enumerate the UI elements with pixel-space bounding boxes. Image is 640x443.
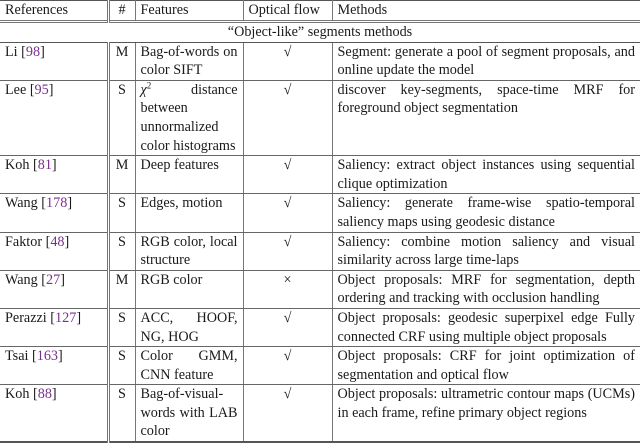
citation-link[interactable]: 95 [34, 81, 49, 98]
table-row [0, 308, 640, 346]
header-row [0, 1, 640, 22]
number-cell: M [108, 270, 135, 308]
reference-cell: Lee [95] [0, 80, 108, 155]
features-cell [135, 80, 243, 155]
superscript: 2 [146, 80, 152, 91]
methods-cell: Saliency: generate frame-wise spatio-temporal saliency maps using geodesic distance [332, 194, 640, 232]
author: Koh [5, 157, 30, 174]
methods-cell: Saliency: combine motion saliency and visual similarity across large time-laps [332, 232, 640, 270]
methods-cell: Object proposals: geodesic superpixel edge Fully connected CRF using multiple object proposals [332, 308, 640, 346]
number-cell: M [108, 156, 135, 194]
author: Wang [5, 271, 38, 288]
author: Li [5, 43, 18, 60]
optical-flow-cell: √ [243, 347, 332, 385]
methods-cell: Saliency: extract object instances using sequential clique optimization [332, 156, 640, 194]
citation-link[interactable]: 88 [37, 386, 52, 403]
table-row [0, 42, 640, 80]
author: Koh [5, 386, 30, 403]
citation-link[interactable]: 163 [36, 348, 58, 365]
author: Perazzi [5, 309, 47, 326]
methods-cell: Object proposals: ultrametric contour maps (UCMs) in each frame, refine primary object regions [332, 385, 640, 442]
reference-cell: Koh [81] [0, 156, 108, 194]
number-cell: M [108, 42, 135, 80]
table-row [0, 270, 640, 308]
optical-flow-cell: √ [243, 385, 332, 442]
citation-link[interactable]: 127 [55, 309, 77, 326]
header-optical-flow: Optical flow [243, 1, 332, 22]
features-cell: Deep features [135, 156, 243, 194]
header-references: References [0, 1, 108, 22]
table-row [0, 347, 640, 385]
reference-cell: Wang [27] [0, 270, 108, 308]
optical-flow-cell: √ [243, 80, 332, 155]
citation-link[interactable]: 98 [25, 43, 41, 60]
section-title: “Object-like” segments methods [0, 22, 640, 43]
features-cell: Bag-of-words on color SIFT [135, 42, 243, 80]
optical-flow-cell: √ [243, 42, 332, 80]
reference-cell: Koh [88] [0, 385, 108, 442]
features-cell: Color GMM, CNN feature [135, 347, 243, 385]
header-number: # [108, 1, 135, 22]
features-cell: RGB color, local structure [135, 232, 243, 270]
citation-link[interactable]: 178 [46, 195, 68, 212]
chi-symbol: χ [140, 81, 147, 98]
reference-cell: Tsai [163] [0, 347, 108, 385]
features-cell: ACC, HOOF, NG, HOG [135, 308, 243, 346]
citation-link[interactable]: 81 [37, 157, 52, 174]
header-methods: Methods [332, 1, 640, 22]
author: Faktor [5, 233, 43, 250]
optical-flow-cell: √ [243, 194, 332, 232]
number-cell: S [108, 385, 135, 442]
table-row [0, 80, 640, 155]
number-cell: S [108, 308, 135, 346]
optical-flow-cell: × [243, 270, 332, 308]
author: Tsai [5, 348, 29, 365]
reference-cell: Wang [178] [0, 194, 108, 232]
section-row [0, 22, 640, 43]
number-cell: S [108, 194, 135, 232]
methods-cell: Segment: generate a pool of segment proposals, and online update the model [332, 42, 640, 80]
methods-cell: discover key-segments, space-time MRF for foreground object segmentation [332, 80, 640, 155]
number-cell: S [108, 347, 135, 385]
reference-cell: Li [98] [0, 42, 108, 80]
author: Wang [5, 195, 38, 212]
table-row [0, 194, 640, 232]
methods-cell: Object proposals: CRF for joint optimization of segmentation and optical flow [332, 347, 640, 385]
citation-link[interactable]: 48 [50, 233, 65, 250]
citation-link[interactable]: 27 [46, 271, 61, 288]
features-cell: Edges, motion [135, 194, 243, 232]
reference-cell: Faktor [48] [0, 232, 108, 270]
table-row [0, 385, 640, 442]
header-features: Features [135, 1, 243, 22]
optical-flow-cell: √ [243, 232, 332, 270]
optical-flow-cell: √ [243, 156, 332, 194]
features-cell: Bag-of-visual-words with LAB color [135, 385, 243, 442]
features-cell: RGB color [135, 270, 243, 308]
author: Lee [5, 81, 27, 98]
reference-cell: Perazzi [127] [0, 308, 108, 346]
table-row [0, 232, 640, 270]
number-cell: S [108, 232, 135, 270]
methods-cell: Object proposals: MRF for segmentation, depth ordering and tracking with occlusion handling [332, 270, 640, 308]
optical-flow-cell: √ [243, 308, 332, 346]
features-text: distance between unnormalized color histograms [140, 81, 238, 154]
number-cell: S [108, 80, 135, 155]
table-row [0, 156, 640, 194]
